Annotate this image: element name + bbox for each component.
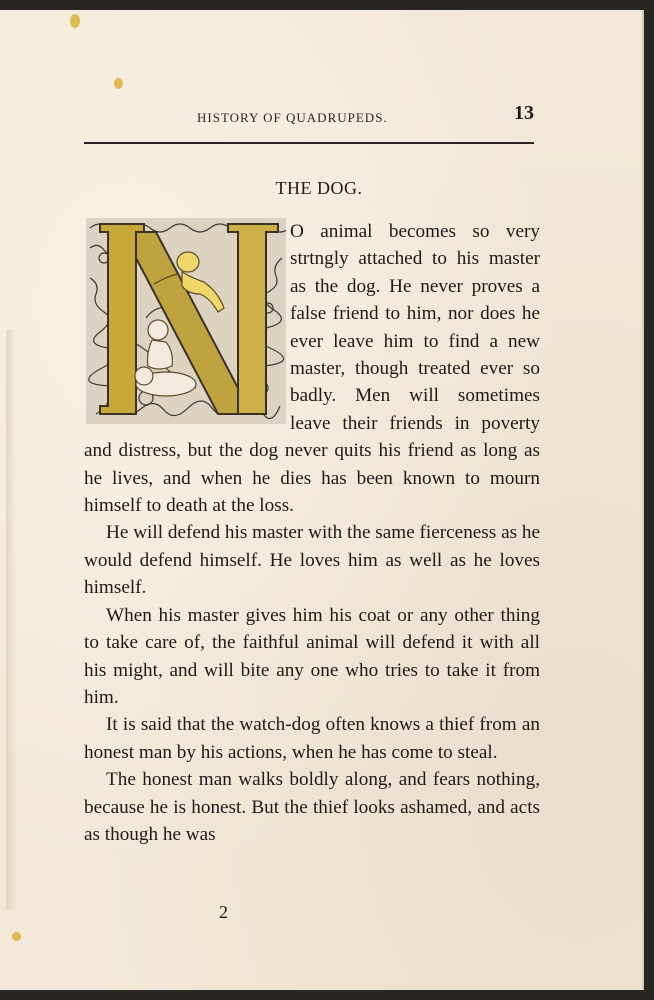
paragraph: It is said that the watch-dog often knows a thief from an honest man by his actions, when he has come to steal. bbox=[84, 714, 540, 763]
header-rule bbox=[84, 142, 534, 144]
body-text bbox=[84, 218, 540, 848]
yellow-stain bbox=[12, 932, 21, 941]
paragraph: He will defend his master with the same fierceness as he would defend himself. He loves him as well as he loves himself. bbox=[84, 522, 540, 599]
page-number: 13 bbox=[514, 102, 534, 124]
signature-mark: 2 bbox=[219, 902, 228, 922]
book-page bbox=[0, 10, 644, 990]
paragraph: When his master gives him his coat or any other thing to take care of, the faithful animal will defend it with all his might, and will bite any one who tries to take it from him. bbox=[84, 604, 540, 708]
yellow-stain bbox=[114, 78, 123, 89]
running-title: HISTORY OF QUADRUPEDS. bbox=[197, 110, 388, 125]
chapter-title: THE DOG. bbox=[275, 178, 363, 198]
page-fold-shadow bbox=[6, 330, 16, 910]
running-head bbox=[84, 102, 534, 130]
paragraph: O animal becomes so very strtngly attached to his master as the dog. He never proves a false friend to him, nor does he ever leave him to find a new master, though treated ever so badly. Men will sometimes leave their friends in poverty and distress, but the dog never quits his friend as long as he lives, and when he dies has been known to mourn himself to death at the loss. bbox=[84, 221, 540, 517]
initial-spacer bbox=[84, 218, 290, 426]
paragraph: The honest man walks boldly along, and fears nothing, because he is honest. But the thief looks ashamed, and acts as though he was bbox=[84, 769, 540, 845]
yellow-stain bbox=[70, 14, 80, 28]
